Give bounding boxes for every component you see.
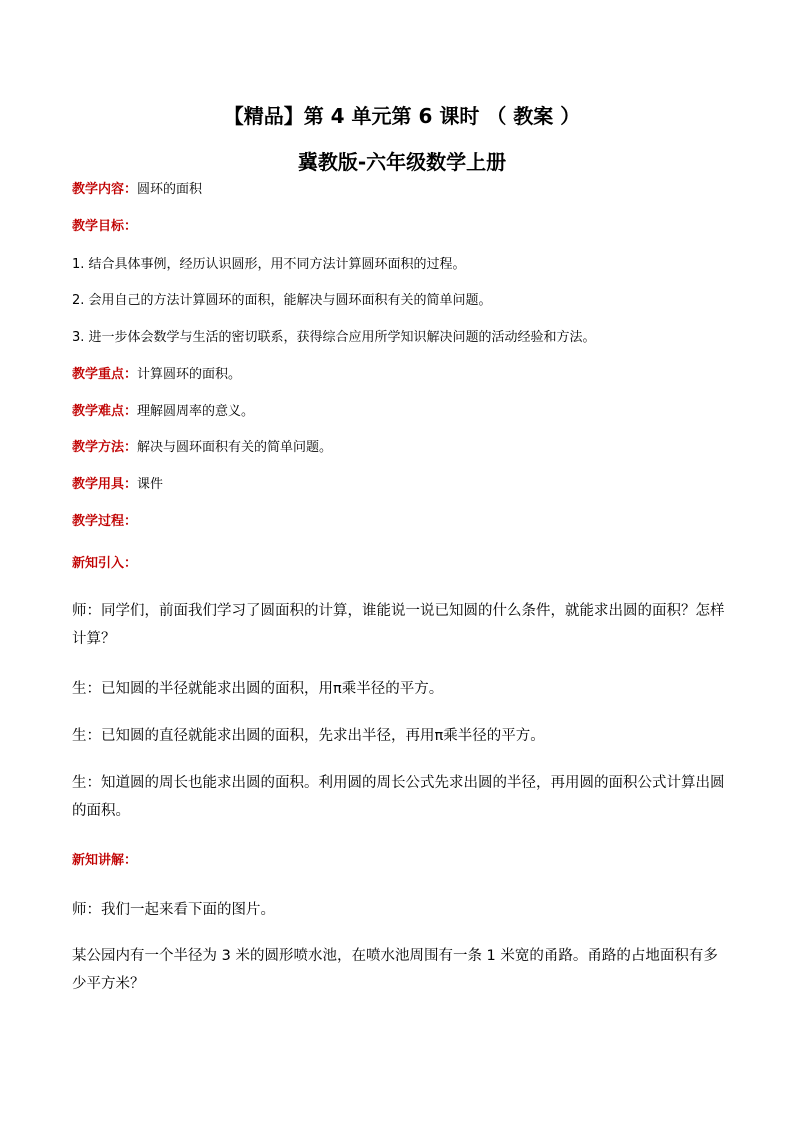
- process-row: [72, 513, 732, 531]
- method-row: [72, 439, 732, 457]
- intro-label: 新知引入：: [72, 556, 138, 571]
- explain-paragraph: 某公园内有一个半径为 3 米的圆形喷水池，在喷水池周围有一条 1 米宽的甬路。甬路的占地面积有多少平方米？: [72, 948, 718, 992]
- difficulty-label: 教学难点：: [72, 404, 138, 419]
- key-point-row: [72, 366, 732, 384]
- content-text: 圆环的面积: [137, 182, 203, 197]
- process-label: 教学过程：: [72, 514, 138, 529]
- difficulty-row: [72, 403, 732, 421]
- intro-paragraph: 生：已知圆的直径就能求出圆的面积，先求出半径，再用π乘半径的平方。: [72, 728, 545, 744]
- document-title: 【精品】第 4 单元第 6 课时 （ 教案 ）: [223, 104, 581, 128]
- key-point-text: 计算圆环的面积。: [137, 367, 242, 382]
- explain-row: [72, 852, 732, 870]
- explain-paragraph: 师：我们一起来看下面的图片。: [72, 902, 275, 918]
- content-label: 教学内容：: [72, 182, 138, 197]
- intro-paragraph: 生：已知圆的半径就能求出圆的面积，用π乘半径的平方。: [72, 681, 444, 697]
- intro-row: [72, 555, 732, 573]
- explain-label: 新知讲解：: [72, 853, 138, 868]
- difficulty-text: 理解圆周率的意义。: [137, 404, 255, 419]
- goal-item: 1. 结合具体事例，经历认识圆形，用不同方法计算圆环面积的过程。: [72, 257, 466, 272]
- intro-paragraph: 师：同学们，前面我们学习了圆面积的计算，谁能说一说已知圆的什么条件，就能求出圆的面积？怎样计算？: [72, 603, 725, 647]
- key-point-label: 教学重点：: [72, 367, 138, 382]
- tools-row: [72, 476, 732, 494]
- intro-paragraph: 生：知道圆的周长也能求出圆的面积。利用圆的周长公式先求出圆的半径，再用圆的面积公式计算出圆的面积。: [72, 775, 725, 819]
- goal-item: 2. 会用自己的方法计算圆环的面积，能解决与圆环面积有关的简单问题。: [72, 293, 492, 308]
- document-subtitle: 冀教版-六年级数学上册: [297, 150, 507, 174]
- goals-label: 教学目标：: [72, 219, 138, 234]
- content-row: [72, 181, 732, 199]
- method-label: 教学方法：: [72, 440, 138, 455]
- tools-label: 教学用具：: [72, 477, 138, 492]
- goal-item: 3. 进一步体会数学与生活的密切联系，获得综合应用所学知识解决问题的活动经验和方法。: [72, 330, 596, 345]
- goals-heading: [72, 218, 732, 236]
- tools-text: 课件: [137, 477, 164, 492]
- method-text: 解决与圆环面积有关的简单问题。: [137, 440, 333, 455]
